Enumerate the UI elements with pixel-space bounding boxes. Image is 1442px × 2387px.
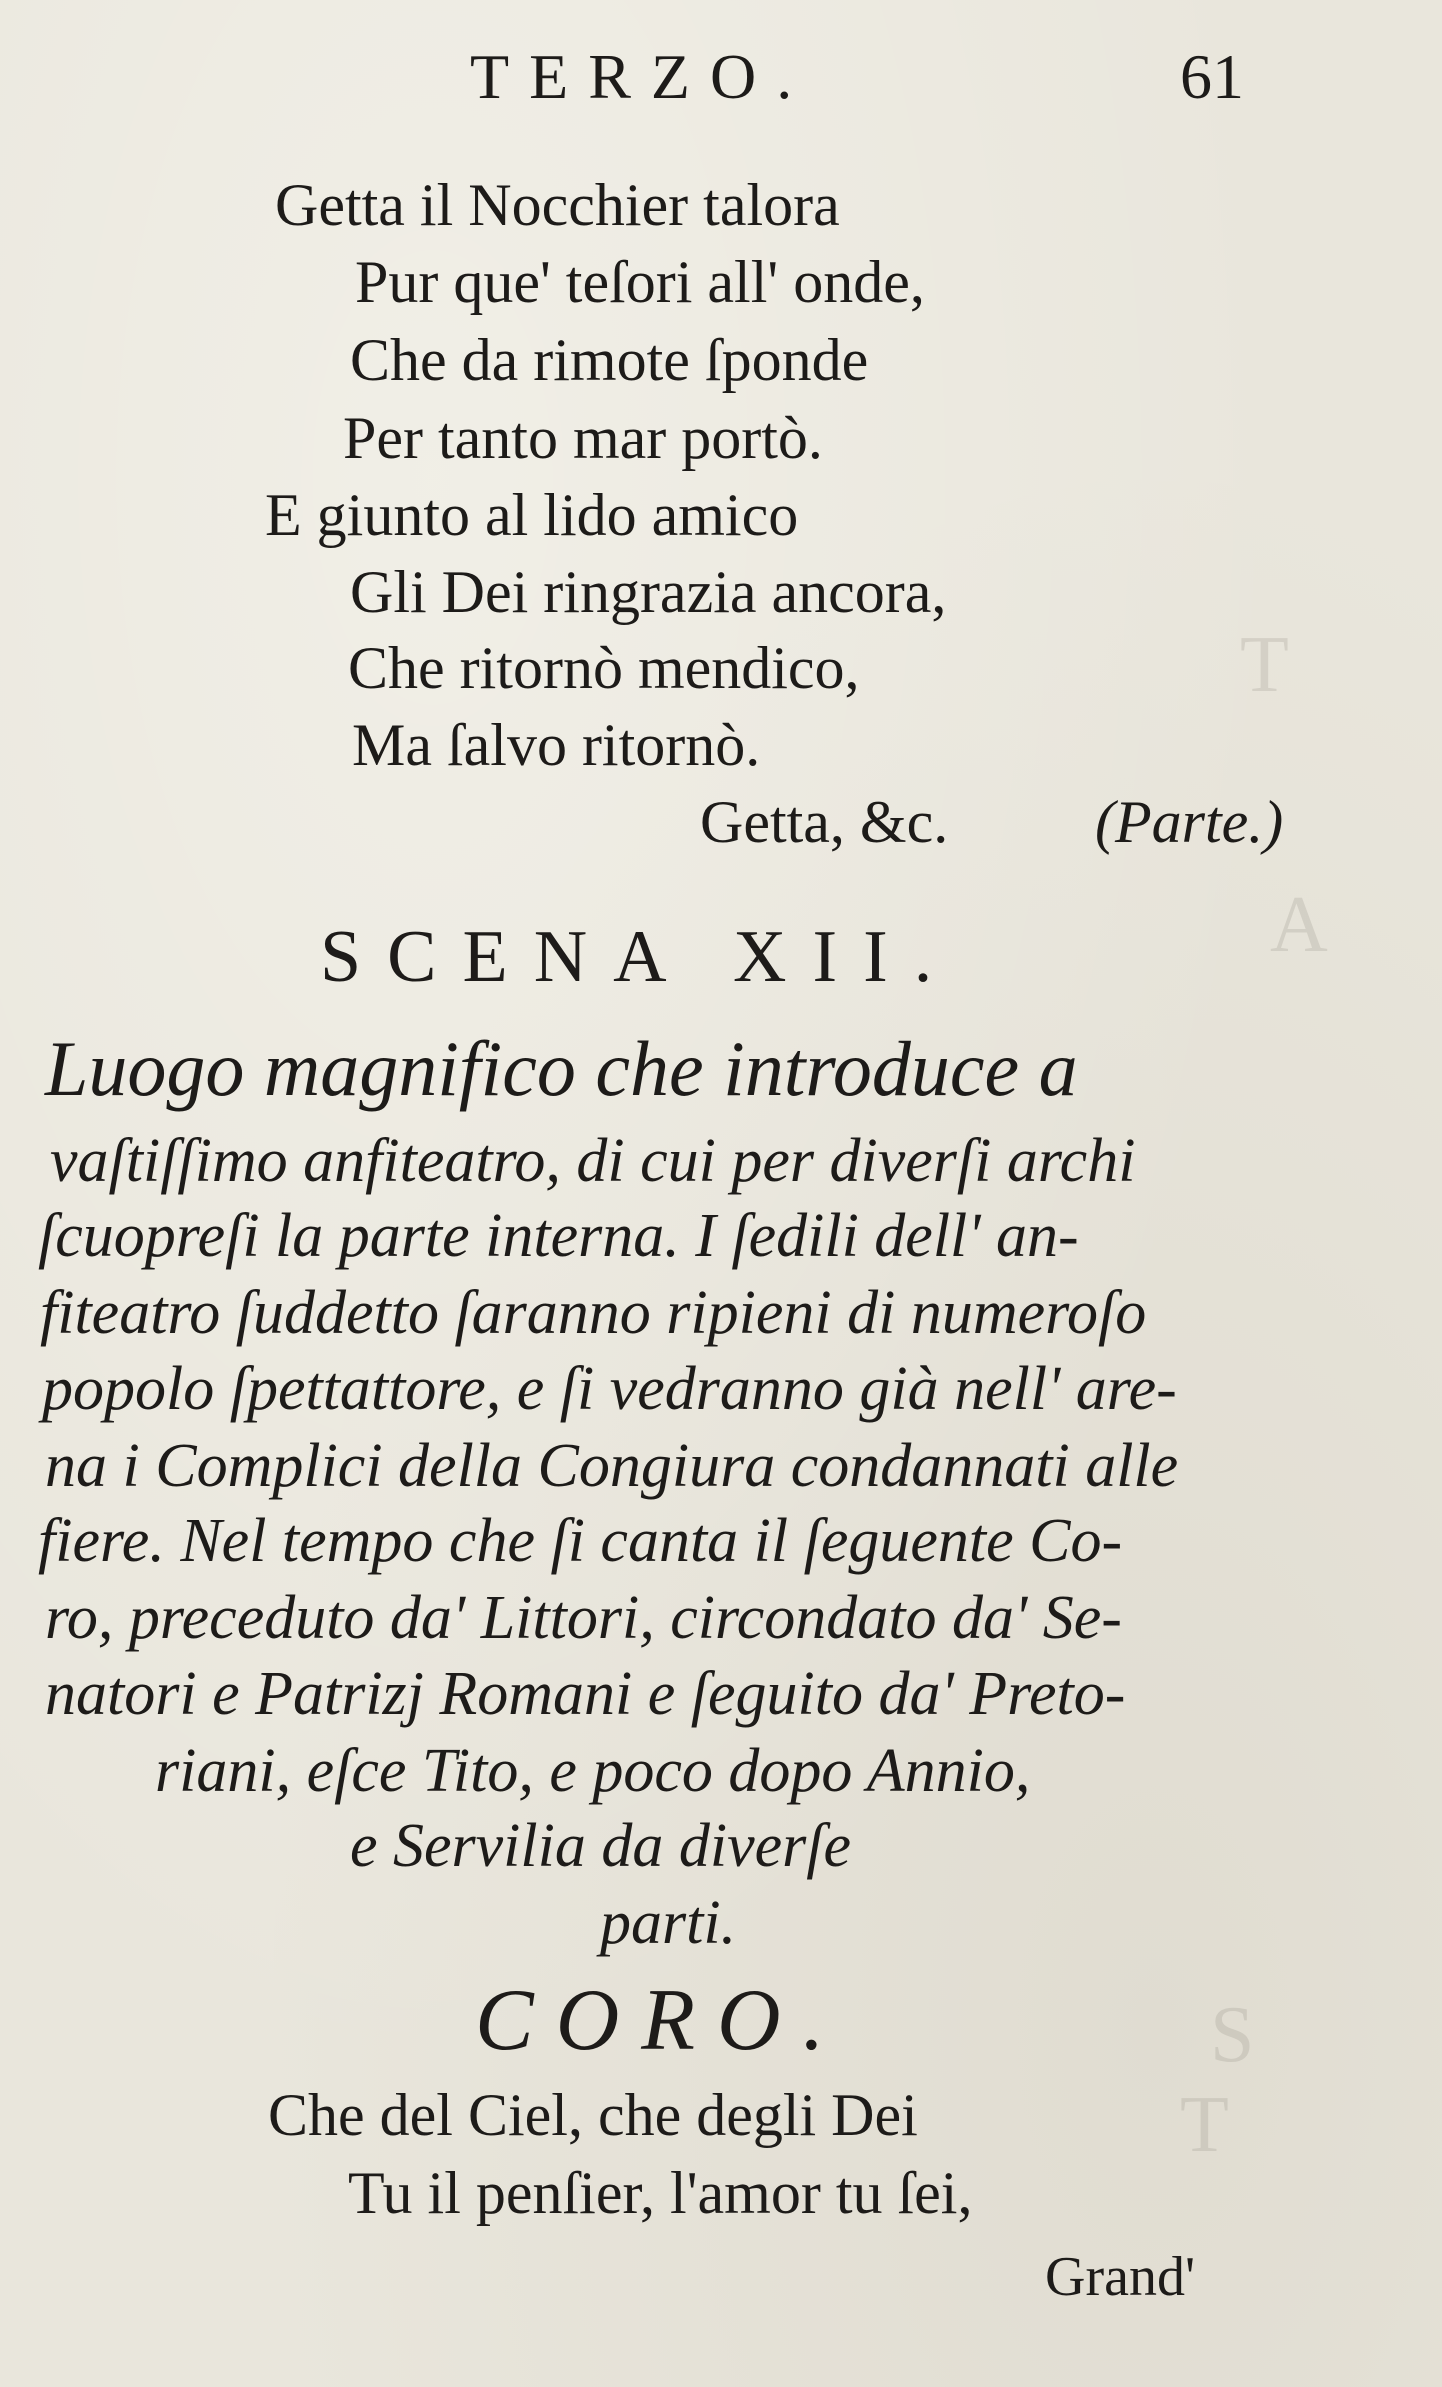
stage-direction-line: natori e Patrizj Romani e ſeguito da' Preto- [45, 1660, 1126, 1728]
bleed-through-mark: T [1240, 621, 1289, 709]
chorus-heading: CORO. [475, 1972, 847, 2069]
bleed-through-mark: A [1270, 881, 1328, 969]
bleed-through-mark: T [1180, 2081, 1229, 2169]
verse-line: Pur que' teſori all' onde, [355, 249, 925, 315]
bleed-through-mark: S [1210, 1991, 1255, 2079]
chorus-line: Che del Ciel, che degli Dei [268, 2082, 918, 2148]
verse-line: Per tanto mar portò. [343, 405, 823, 471]
stage-direction-line: Luogo magnifico che introduce a [45, 1025, 1078, 1112]
stage-direction-line: fiteatro ſuddetto ſaranno ripieni di numeroſo [40, 1279, 1147, 1347]
verse-line: Che da rimote ſponde [350, 327, 869, 393]
stage-direction-line: vaſtiſſimo anfiteatro, di cui per diverſi archi [50, 1127, 1136, 1195]
stage-direction-line: riani, eſce Tito, e poco dopo Annio, [155, 1737, 1031, 1805]
verse-line: Getta il Nocchier talora [275, 172, 840, 238]
stage-direction-line: parti. [600, 1889, 737, 1957]
verse-line: E giunto al lido amico [265, 482, 799, 548]
stage-exit-note: (Parte.) [1095, 789, 1284, 855]
stage-direction-line: ſcuopreſi la parte interna. I ſedili dell' an- [38, 1202, 1079, 1270]
chorus-line: Tu il penſier, l'amor tu ſei, [348, 2160, 973, 2226]
stage-direction-line: na i Complici della Congiura condannati alle [45, 1432, 1179, 1500]
stage-direction-line: fiere. Nel tempo che ſi canta il ſeguente Co- [38, 1507, 1123, 1575]
running-header: TERZO. [470, 41, 813, 112]
scene-heading: SCENA XII. [320, 916, 959, 998]
verse-line: Ma ſalvo ritornò. [352, 712, 761, 778]
repeat-cue: Getta, &c. [700, 789, 949, 855]
catchword: Grand' [1045, 2246, 1196, 2308]
stage-direction-line: popolo ſpettattore, e ſi vedranno già nell' are- [42, 1355, 1177, 1423]
page-number: 61 [1180, 41, 1244, 112]
verse-line: Che ritornò mendico, [348, 635, 860, 701]
verse-line: Gli Dei ringrazia ancora, [350, 559, 947, 625]
stage-direction-line: e Servilia da diverſe [350, 1812, 851, 1880]
stage-direction-line: ro, preceduto da' Littori, circondato da' Se- [45, 1584, 1122, 1652]
